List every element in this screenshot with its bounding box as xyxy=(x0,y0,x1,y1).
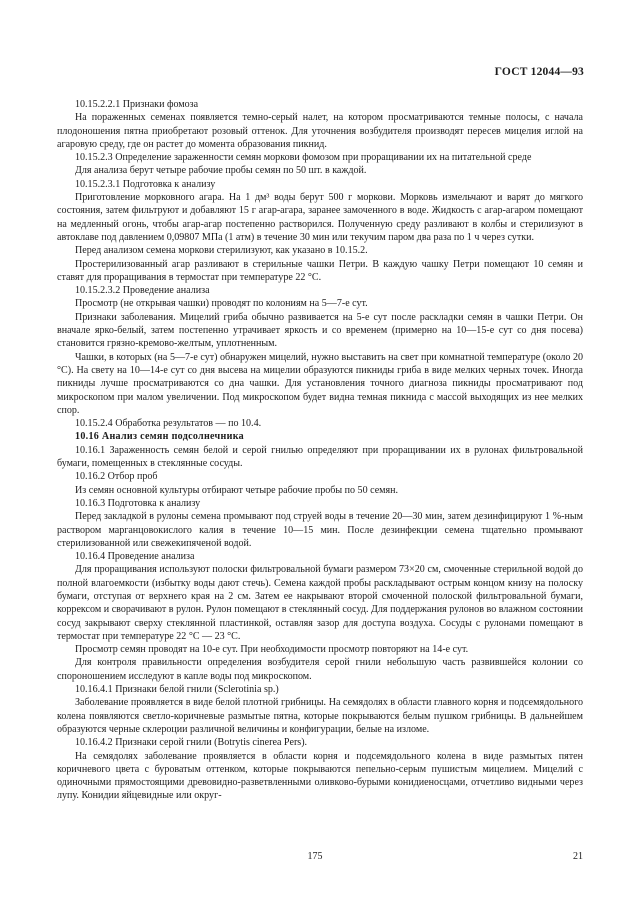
paragraph: 10.16.1 Зараженность семян белой и серой гнилью определяют при проращивании их в рулонах фильтровальной бумаги, помещенных в стеклянные сосуды. xyxy=(57,444,583,470)
paragraph: Чашки, в которых (на 5—7-е сут) обнаружен мицелий, нужно выставить на свет при комнатной температуре (около 20 °С). На свету на 10—14-е сут со дня высева на мицелии образуются пикниды гриба в виде мелких черных точек. Иногда пикниды лучше просматриваются со дна чашки. Для установления точного диагноза пикниды просматривают под микроскопом при малом увеличении. Под микроскопом будет видна темная пикнида с массой выходящих из нее мелких спор. xyxy=(57,351,583,416)
page-number-right: 21 xyxy=(573,851,583,862)
document-body xyxy=(57,98,583,803)
paragraph: 10.15.2.4 Обработка результатов — по 10.4. xyxy=(75,418,262,430)
paragraph: Для проращивания используют полоски фильтровальной бумаги размером 73×20 см, смоченные стерильной водой до полной влагоемкости (избытку воды дают стечь). Семена каждой пробы раскладывают острым концом книзу на полоску бумаги, отступая от верхнего края на 2 см. Затем ее накрывают второй смоченной полоской фильтровальной бумаги, коррексом и сворачивают в рулон. Рулон помещают в стеклянный сосуд. Для поддержания рулонов во влажном состоянии сосуд закрывают сверху стеклянной пластинкой, оставляя зазор для доступа воздуха. Сосуды с рулонами помещают в термостат при температуре 22 °С — 23 °С. xyxy=(57,564,583,642)
paragraph: Заболевание проявляется в виде белой плотной грибницы. На семядолях в области главного корня и подсемядольного колена появляются светло-коричневые размытые пятна, которые покрываются белым пушком грибницы. В дальнейшем образуются черные склероции различной величины и конфигурации, белые на изломе. xyxy=(57,697,583,735)
page-number-center: 175 xyxy=(307,851,323,862)
document-code-header: ГОСТ 12044—93 xyxy=(494,66,584,78)
paragraph: 10.16.4.2 Признаки серой гнили (Botrytis cinerea Pers). xyxy=(75,737,308,749)
paragraph: Из семян основной культуры отбирают четыре рабочие пробы по 50 семян. xyxy=(75,484,399,496)
paragraph: Для контроля правильности определения возбудителя серой гнили небольшую часть развившейся колонии со спороношением исследуют в капле воды под микроскопом. xyxy=(57,657,583,682)
paragraph: Приготовление морковного агара. На 1 дм³ воды берут 500 г моркови. Морковь измельчают и варят до мягкого состояния, затем фильтруют и добавляют 15 г агар-агара, заранее замоченного в воде. Жидкость с агар-агаром помещают на медленный огонь, чтобы агар-агар постепенно растворился. Полученную среду разливают в колбы и стерилизуют в автоклаве под давлением 0,09807 МПа (1 атм) в течение 30 мин или текучим паром два раза по 1 ч через сутки. xyxy=(57,192,583,243)
paragraph: Для анализа берут четыре рабочие пробы семян по 50 шт. в каждой. xyxy=(75,165,367,177)
paragraph: На пораженных семенах появляется темно-серый налет, на котором просматриваются темные полосы, с начала плодоношения пятна приобретают розовый оттенок. Для уточнения возбудителя производят пересев мицелия иглой на агаровую среду, где он растет до момента образования пикнид. xyxy=(57,112,583,150)
paragraph: Перед анализом семена моркови стерилизуют, как указано в 10.15.2. xyxy=(75,245,368,257)
paragraph: 10.16.2 Отбор проб xyxy=(75,471,158,483)
paragraph: На семядолях заболевание проявляется в области корня и подсемядольного колена в виде размытых пятен коричневого цвета с буроватым оттенком, которые покрываются пепельно-серым пушистым мицелием. Мицелий с одиночными прямостоящими древовидно-разветвленными оливково-бурыми конидиеносцами, отчетливо видными через лупу. Конидии яйцевидные или округ- xyxy=(57,750,583,802)
paragraph: Признаки заболевания. Мицелий гриба обычно развивается на 5-е сут после раскладки семян в чашки Петри. Он вначале ярко-белый, затем постепенно утрачивает яркость и со временем (примерно на 10—15-е сут со дня посева) становится грязно-кремово-желтым, уплотненным. xyxy=(57,311,583,350)
paragraph: Просмотр (не открывая чашки) проводят по колониям на 5—7-е сут. xyxy=(75,298,368,310)
paragraph: 10.16.4 Проведение анализа xyxy=(75,551,195,563)
paragraph: Простерилизованный агар разливают в стерильные чашки Петри. В каждую чашку Петри помещают 10 семян и ставят для проращивания в термостат при температуре 22 °С. xyxy=(57,258,583,283)
paragraph: 10.15.2.3.2 Проведение анализа xyxy=(75,285,210,297)
section-heading: 10.16 Анализ семян подсолнечника xyxy=(75,431,244,443)
paragraph: Просмотр семян проводят на 10-е сут. При необходимости просмотр повторяют на 14-е сут. xyxy=(75,644,469,656)
paragraph: Перед закладкой в рулоны семена промывают под струей воды в течение 20—30 мин, затем дезинфицируют 1 %-ным раствором марганцовокислого калия в течение 10—15 мин. После дезинфекции семена тщательно промывают стерилизованной или свежекипяченой водой. xyxy=(57,511,583,549)
paragraph: 10.15.2.3.1 Подготовка к анализу xyxy=(75,178,216,190)
paragraph: 10.16.3 Подготовка к анализу xyxy=(75,497,201,509)
paragraph: 10.15.2.2.1 Признаки фомоза xyxy=(75,99,199,110)
paragraph: 10.16.4.1 Признаки белой гнили (Sclerotinia sp.) xyxy=(75,684,279,696)
paragraph: 10.15.2.3 Определение зараженности семян моркови фомозом при проращивании их на питательной среде xyxy=(75,152,532,164)
